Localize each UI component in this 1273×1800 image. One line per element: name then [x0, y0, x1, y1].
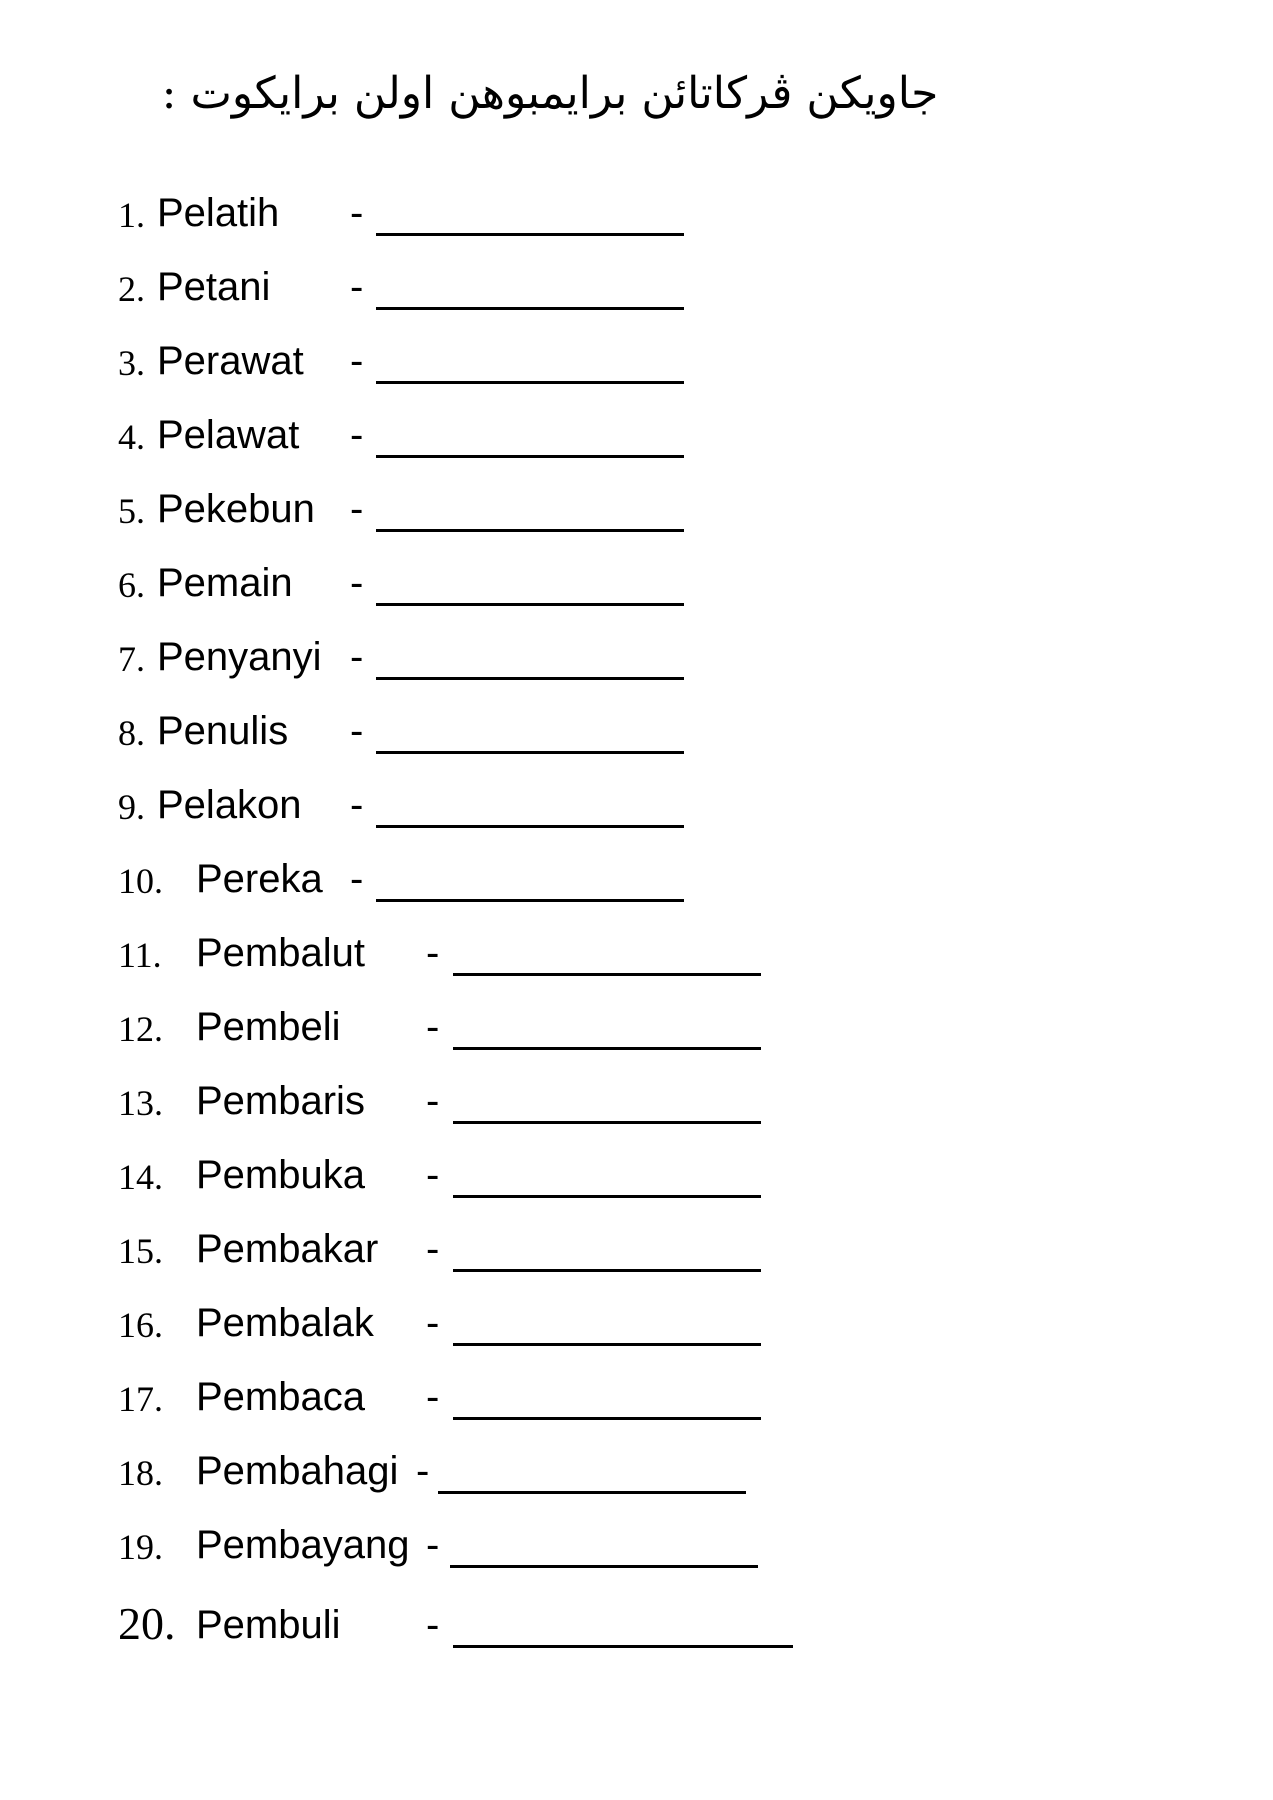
item-number: 15. [118, 1231, 163, 1271]
item-word: Pembahagi [196, 1449, 399, 1493]
item-word: Penyanyi [157, 635, 322, 679]
item-dash: - [350, 709, 364, 753]
item-dash: - [350, 265, 364, 309]
item-dash: - [426, 1153, 440, 1197]
answer-blank-line[interactable] [376, 307, 684, 310]
item-word: Pembayang [196, 1523, 410, 1567]
item-word: Pereka [196, 857, 323, 901]
item-dash: - [350, 487, 364, 531]
answer-blank-line[interactable] [376, 751, 684, 754]
item-word: Pembuka [196, 1153, 365, 1197]
item-number: 20. [118, 1598, 176, 1649]
exercise-item [0, 706, 1273, 766]
answer-blank-line[interactable] [376, 455, 684, 458]
answer-blank-line[interactable] [450, 1565, 758, 1568]
item-dash: - [416, 1449, 430, 1493]
item-dash: - [426, 1227, 440, 1271]
item-word: Pembuli [196, 1603, 341, 1647]
item-number: 13. [118, 1083, 163, 1123]
exercise-item [0, 1002, 1273, 1062]
answer-blank-line[interactable] [453, 1343, 761, 1346]
answer-blank-line[interactable] [438, 1491, 746, 1494]
exercise-item [0, 632, 1273, 692]
item-word: Pelakon [157, 783, 302, 827]
item-number: 16. [118, 1305, 163, 1345]
answer-blank-line[interactable] [453, 1645, 793, 1648]
exercise-item [0, 262, 1273, 322]
item-number: 1. [118, 195, 145, 235]
item-dash: - [350, 561, 364, 605]
answer-blank-line[interactable] [453, 1269, 761, 1272]
item-number: 3. [118, 343, 145, 383]
item-number: 9. [118, 787, 145, 827]
item-number: 19. [118, 1527, 163, 1567]
answer-blank-line[interactable] [453, 1195, 761, 1198]
item-number: 11. [118, 935, 162, 975]
item-number: 17. [118, 1379, 163, 1419]
item-word: Petani [157, 265, 271, 309]
item-number: 18. [118, 1453, 163, 1493]
item-word: Pelatih [157, 191, 280, 235]
item-dash: - [350, 635, 364, 679]
item-number: 8. [118, 713, 145, 753]
exercise-item [0, 188, 1273, 248]
exercise-item [0, 854, 1273, 914]
answer-blank-line[interactable] [453, 1121, 761, 1124]
answer-blank-line[interactable] [376, 899, 684, 902]
item-word: Pelawat [157, 413, 300, 457]
item-number: 12. [118, 1009, 163, 1049]
item-dash: - [350, 339, 364, 383]
exercise-item [0, 558, 1273, 618]
answer-blank-line[interactable] [453, 973, 761, 976]
item-dash: - [426, 1603, 440, 1647]
item-dash: - [426, 1005, 440, 1049]
item-number: 5. [118, 491, 145, 531]
item-dash: - [426, 1079, 440, 1123]
worksheet-instruction: جاويکن ڤرکاتائن برايمبوهن اولن برايکوت : [161, 68, 939, 119]
item-word: Penulis [157, 709, 289, 753]
exercise-item [0, 928, 1273, 988]
exercise-item [0, 1372, 1273, 1432]
item-word: Pembalak [196, 1301, 374, 1345]
answer-blank-line[interactable] [376, 233, 684, 236]
answer-blank-line[interactable] [453, 1417, 761, 1420]
item-dash: - [350, 857, 364, 901]
item-word: Pembaris [196, 1079, 365, 1123]
exercise-item [0, 1224, 1273, 1284]
item-dash: - [426, 931, 440, 975]
item-number: 7. [118, 639, 145, 679]
item-number: 2. [118, 269, 145, 309]
item-number: 14. [118, 1157, 163, 1197]
exercise-item [0, 780, 1273, 840]
exercise-item [0, 410, 1273, 470]
exercise-item [0, 484, 1273, 544]
item-word: Pembalut [196, 931, 365, 975]
item-word: Pekebun [157, 487, 315, 531]
exercise-item [0, 336, 1273, 396]
exercise-item [0, 1520, 1273, 1580]
item-word: Perawat [157, 339, 304, 383]
item-number: 6. [118, 565, 145, 605]
exercise-item [0, 1076, 1273, 1136]
exercise-item [0, 1446, 1273, 1506]
answer-blank-line[interactable] [376, 529, 684, 532]
item-dash: - [426, 1301, 440, 1345]
exercise-item [0, 1150, 1273, 1210]
exercise-item [0, 1298, 1273, 1358]
item-dash: - [350, 783, 364, 827]
answer-blank-line[interactable] [376, 677, 684, 680]
item-word: Pembaca [196, 1375, 365, 1419]
answer-blank-line[interactable] [376, 381, 684, 384]
item-dash: - [350, 191, 364, 235]
item-dash: - [426, 1523, 440, 1567]
answer-blank-line[interactable] [376, 825, 684, 828]
exercise-item [0, 1600, 1273, 1660]
answer-blank-line[interactable] [376, 603, 684, 606]
item-number: 10. [118, 861, 163, 901]
item-word: Pembeli [196, 1005, 341, 1049]
item-dash: - [350, 413, 364, 457]
item-word: Pembakar [196, 1227, 379, 1271]
item-number: 4. [118, 417, 145, 457]
item-word: Pemain [157, 561, 293, 605]
answer-blank-line[interactable] [453, 1047, 761, 1050]
item-dash: - [426, 1375, 440, 1419]
